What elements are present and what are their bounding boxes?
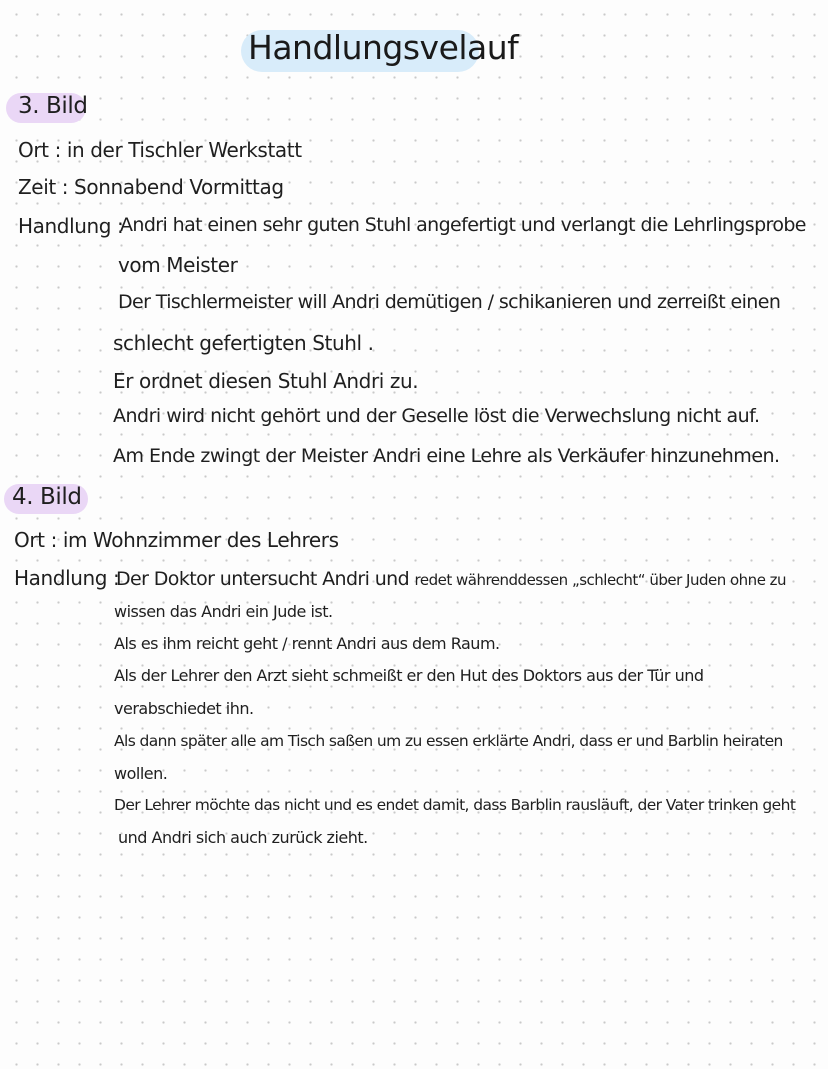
- section-3-handlung-line: Andri hat einen sehr guten Stuhl angefertigt und verlangt die Lehrlingsprobe: [120, 214, 806, 236]
- section-3-handlung-line: Der Tischlermeister will Andri demütigen / schikanieren und zerreißt einen: [118, 291, 781, 313]
- page-title: Handlungsvelauf: [248, 28, 519, 67]
- section-4-handlung-line: und Andri sich auch zurück zieht.: [118, 828, 368, 847]
- section-4-handlung-line: Als dann später alle am Tisch saßen um zu essen erklärte Andri, dass er und Barblin heiraten: [114, 732, 783, 750]
- section-4-handlung-line: Der Lehrer möchte das nicht und es endet damit, dass Barblin rausläuft, der Vater trinken geht: [114, 796, 796, 814]
- section-4-handlung-line: verabschiedet ihn.: [114, 699, 254, 718]
- section-3-handlung-line: Am Ende zwingt der Meister Andri eine Lehre als Verkäufer hinzunehmen.: [113, 445, 780, 467]
- section-4-handlung-line: wollen.: [114, 764, 168, 783]
- section-3-heading: 3. Bild: [18, 93, 88, 119]
- section-3-handlung-line: Andri wird nicht gehört und der Geselle löst die Verwechslung nicht auf.: [113, 405, 760, 427]
- section-3-zeit: Zeit : Sonnabend Vormittag: [18, 175, 284, 199]
- section-3-handlung-line: schlecht gefertigten Stuhl .: [113, 331, 374, 355]
- section-4-handlung-first-line: [116, 566, 786, 590]
- section-4-handlung-text: Der Doktor untersucht Andri und: [116, 568, 415, 590]
- section-4-handlung-prefix: Handlung :: [14, 566, 120, 590]
- section-4-heading: 4. Bild: [12, 484, 82, 510]
- section-4-handlung-line: wissen das Andri ein Jude ist.: [114, 602, 333, 621]
- section-4-handlung-line: Als der Lehrer den Arzt sieht schmeißt er den Hut des Doktors aus der Tür und: [114, 666, 704, 685]
- section-3-handlung-line: vom Meister: [118, 253, 238, 277]
- section-3-ort: Ort : in der Tischler Werkstatt: [18, 138, 302, 162]
- section-4-handlung-line: Als es ihm reicht geht / rennt Andri aus dem Raum.: [114, 634, 500, 653]
- section-3-handlung-prefix: Handlung :: [18, 214, 124, 238]
- section-3-handlung-line: Er ordnet diesen Stuhl Andri zu.: [113, 369, 419, 393]
- section-4-handlung-text: redet währenddessen „schlecht“ über Juden ohne zu: [414, 571, 787, 589]
- section-4-ort: Ort : im Wohnzimmer des Lehrers: [14, 528, 339, 552]
